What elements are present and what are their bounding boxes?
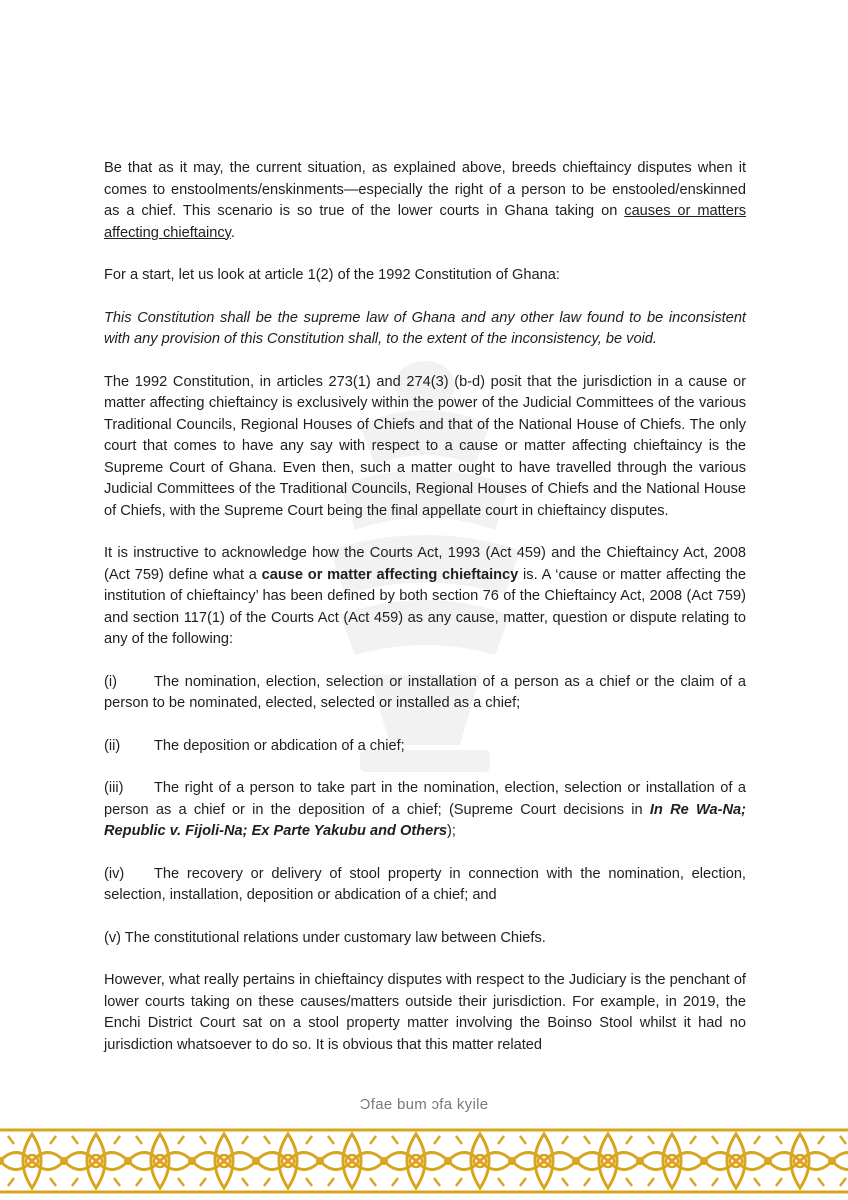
decorative-border [0, 1122, 848, 1200]
underlined-phrase: causes or matters affecting chieftaincy [104, 203, 746, 241]
list-item-v: (v) The constitutional relations under customary law between Chiefs. [104, 929, 546, 946]
case-citation: In Re Wa-Na; Republic v. Fijoli-Na; Ex Parte Yakubu and Others [104, 801, 746, 839]
list-item-i: (i) The nomination, election, selection or installation of a person as a chief or the claim of a person to be nominated, elected, selected or installed as a chief; [104, 673, 746, 711]
footer-motto: Ɔfae bum ɔfa kyile [359, 1096, 489, 1113]
paragraph-judiciary: However, what really pertains in chieftaincy disputes with respect to the Judiciary is the penchant of lower courts taking on these causes/matters outside their jurisdiction. For example, in 2019, the Enchi District Court sat on a stool property matter involving the Boinso Stool whilst it had no jurisdiction whatsoever to do so. It is obvious that this matter related [104, 972, 746, 1053]
paragraph-intro: For a start, let us look at article 1(2) of the 1992 Constitution of Ghana: [104, 267, 560, 283]
paragraph-enstoolment: Be that as it may, the current situation, as explained above, breeds chieftaincy disputes when it comes to enstoolments/enskinments—especially the right of a person to be enstooled/enskinned as a chief. This scenario is so true of the lower courts in Ghana taking on causes or matters affecting chieftaincy. [104, 160, 746, 241]
list-item-iv: (iv) The recovery or delivery of stool property in connection with the nomination, election, selection, installation, deposition or abdication of a chief; and [104, 865, 746, 903]
bold-phrase: cause or matter affecting chieftaincy [261, 566, 519, 583]
list-item-iii: (iii) The right of a person to take part in the nomination, election, selection or installation of a person as a chief or in the deposition of a chief; (Supreme Court decisions in In Re Wa-Na; Republic v. Fijoli-Na; Ex Parte Yakubu and Others); [104, 780, 746, 839]
document-body [104, 158, 746, 1077]
list-item-ii: (ii) The deposition or abdication of a chief; [104, 737, 405, 754]
constitution-quote: This Constitution shall be the supreme law of Ghana and any other law found to be inconsistent with any provision of this Constitution shall, to the extent of the inconsistency, be void. [104, 309, 746, 347]
paragraph-jurisdiction: The 1992 Constitution, in articles 273(1) and 274(3) (b-d) posit that the jurisdiction in a cause or matter affecting chieftaincy is exclusively within the power of the Judicial Committees of the various Traditional Councils, Regional Houses of Chiefs and that of the National House of Chiefs. The only court that comes to have any say with respect to a cause or matter affecting chieftaincy is the Supreme Court of Ghana. Even then, such a matter ought to have travelled through the various Judicial Committees of the Traditional Councils, Regional Houses of Chiefs and the National House of Chiefs, with the Supreme Court being the final appellate court in chieftaincy disputes. [104, 373, 746, 519]
paragraph-definition: It is instructive to acknowledge how the Courts Act, 1993 (Act 459) and the Chieftaincy Act, 2008 (Act 759) define what a cause or matter affecting chieftaincy is. A ‘cause or matter affecting the institution of chieftaincy’ has been defined by both section 76 of the Chieftaincy Act, 2008 (Act 759) and section 117(1) of the Courts Act (Act 459) as any cause, matter, question or dispute relating to any of the following: [104, 545, 747, 647]
